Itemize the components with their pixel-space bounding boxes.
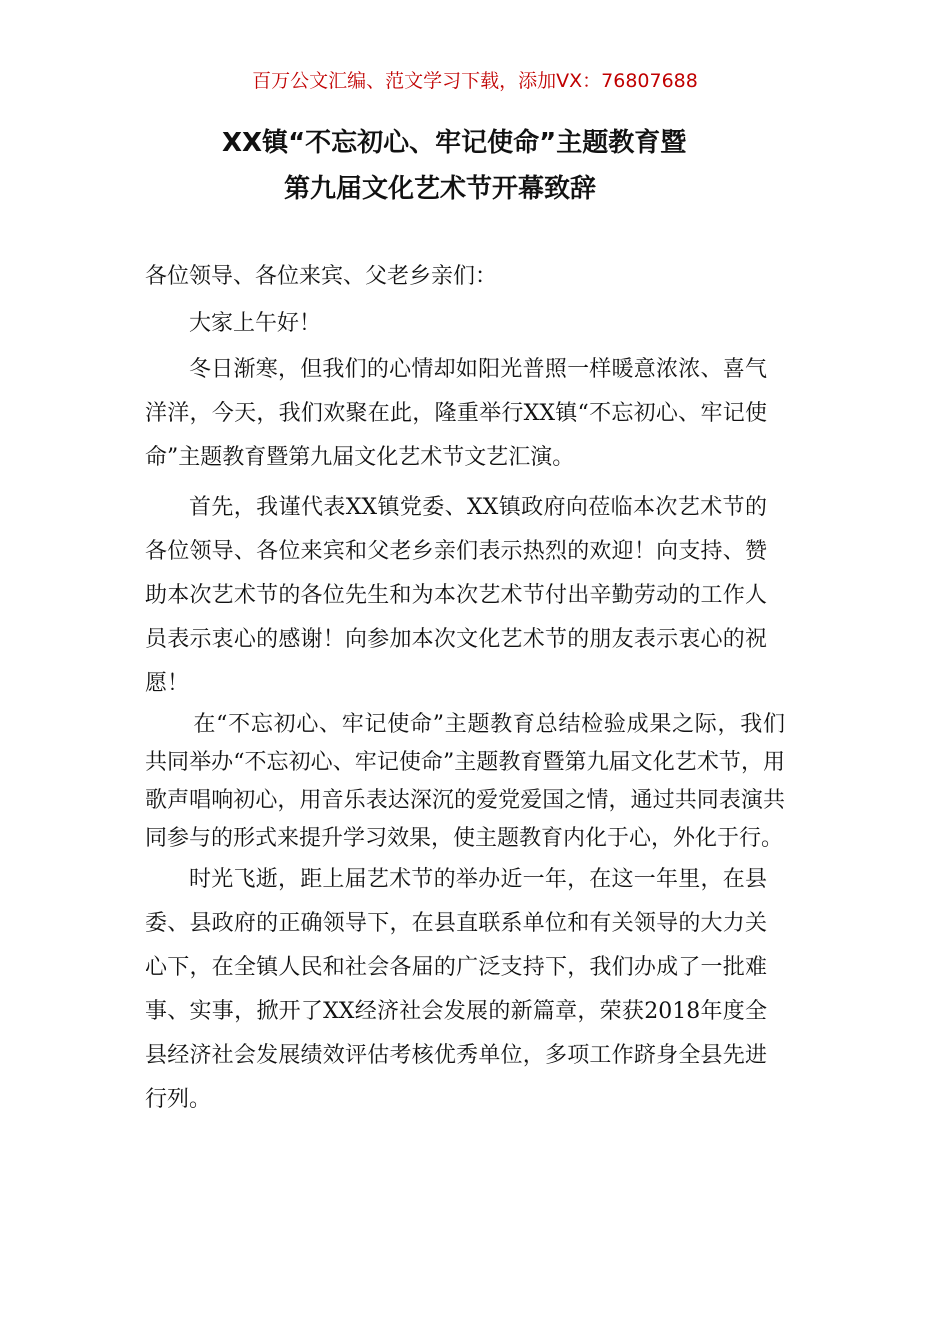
document-body: [145, 258, 785, 1122]
paragraph-greeting: 大家上午好！: [189, 311, 322, 336]
watermark-header: 百万公文汇编、范文学习下载，添加VX：76807688: [252, 70, 698, 92]
paragraph-achievements: 时光飞逝，距上届艺术节的举办近一年，在这一年里，在县委、县政府的正确领导下，在县直联系单位和有关领导的大力关心下，在全镇人民和社会各届的广泛支持下，我们办成了一批难事、实事，掀开了XX经济社会发展的新篇章，荣获2018年度全县经济社会发展绩效评估考核优秀单位，多项工作跻身全县先进行列。: [145, 867, 767, 1112]
document-title-line-2: 第九届文化艺术节开幕致辞: [284, 174, 597, 204]
salutation: 各位领导、各位来宾、父老乡亲们：: [145, 264, 498, 289]
paragraph-theme: 在“不忘初心、牢记使命”主题教育总结检验成果之际，我们共同举办“不忘初心、牢记使命”主题教育暨第九届文化艺术节，用歌声唱响初心，用音乐表达深沉的爱党爱国之情，通过共同表演共同参与的形式来提升学习效果，使主题教育内化于心，外化于行。: [145, 712, 785, 851]
document-title-line-1: XX镇“不忘初心、牢记使命”主题教育暨: [222, 128, 687, 158]
paragraph-welcome: 首先，我谨代表XX镇党委、XX镇政府向莅临本次艺术节的各位领导、各位来宾和父老乡亲们表示热烈的欢迎！向支持、赞助本次艺术节的各位先生和为本次艺术节付出辛勤劳动的工作人员表示衷心的感谢！向参加本次文化艺术节的朋友表示衷心的祝愿！: [145, 495, 767, 696]
paragraph-opening: 冬日渐寒，但我们的心情却如阳光普照一样暖意浓浓、喜气洋洋，今天，我们欢聚在此，隆重举行XX镇“不忘初心、牢记使命”主题教育暨第九届文化艺术节文艺汇演。: [145, 357, 767, 470]
